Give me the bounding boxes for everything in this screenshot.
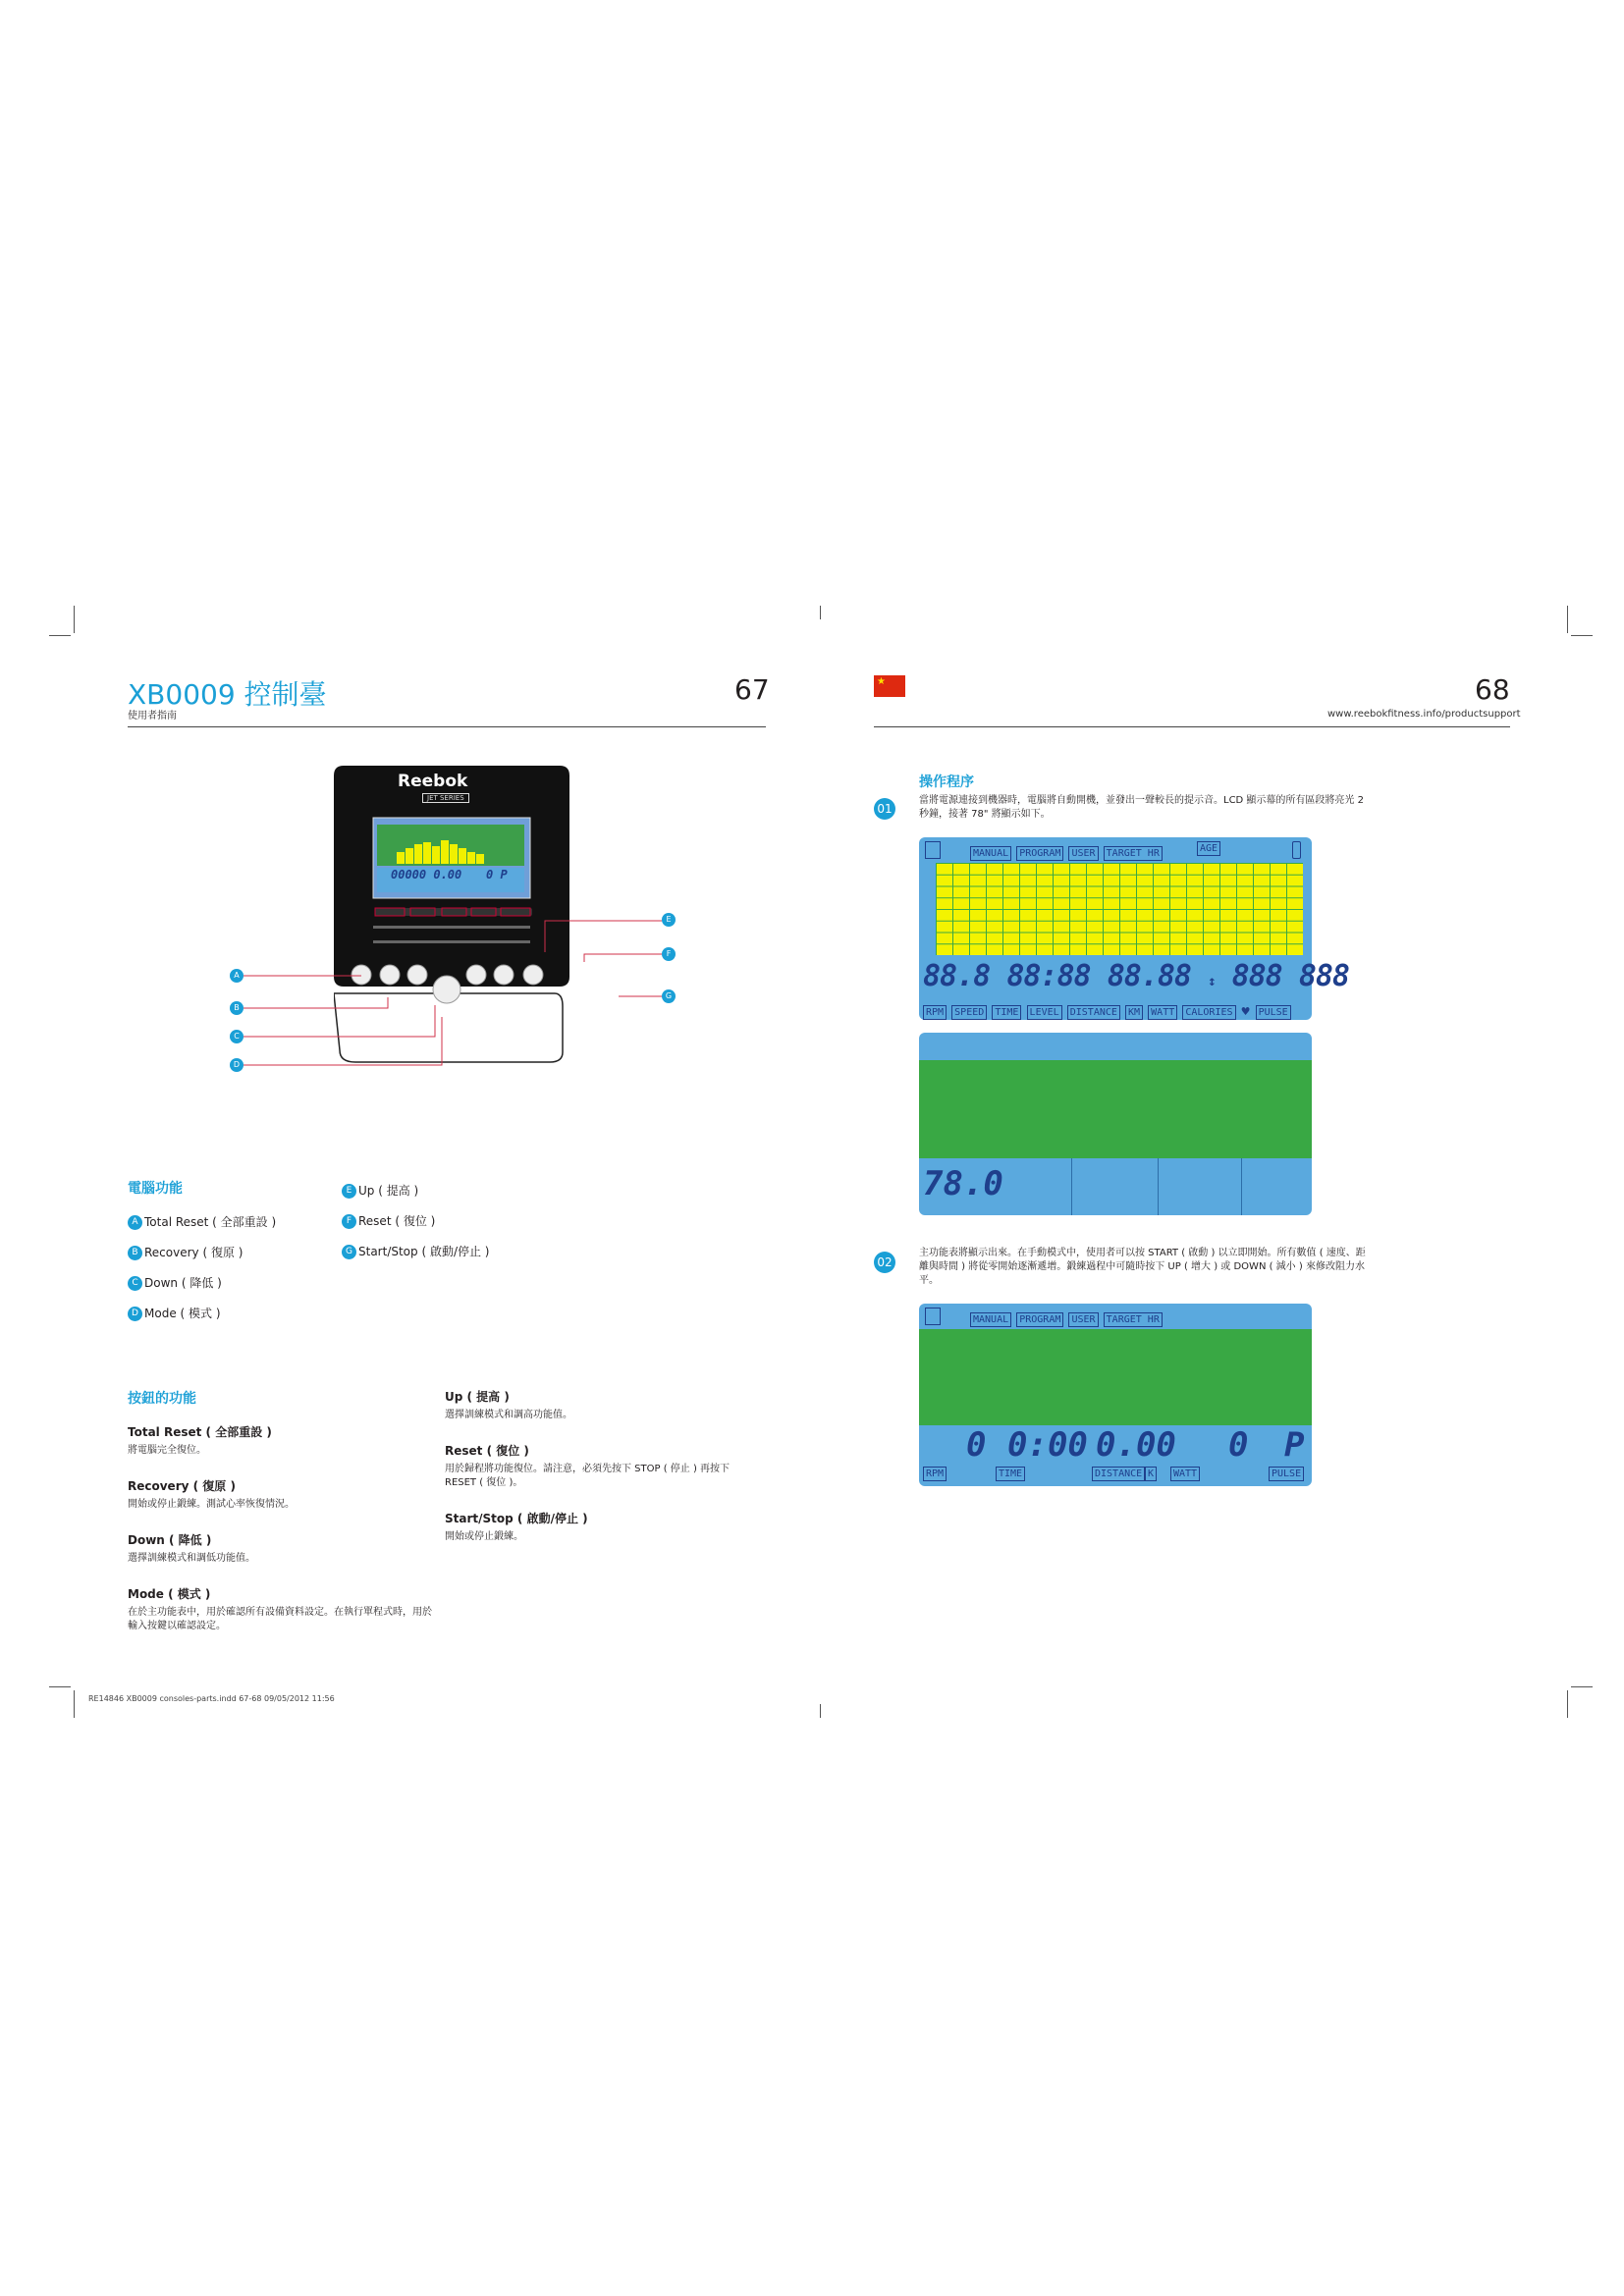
crop-mark	[1567, 1690, 1568, 1718]
edit-icon	[925, 1308, 941, 1325]
operation-heading: 操作程序	[919, 774, 974, 790]
button-desc-item: Down ( 降低 ) 選擇訓練模式和調低功能值。	[128, 1533, 255, 1564]
callout-a: A	[230, 969, 244, 983]
page-subtitle: 使用者指南	[128, 711, 177, 721]
lcd-all-segments	[919, 837, 1349, 1020]
lcd-greeting-value: 78.0	[923, 1164, 1003, 1203]
function-item: D Mode ( 模式 )	[128, 1299, 276, 1329]
callout-g: G	[662, 989, 676, 1003]
button-desc-item: Start/Stop ( 啟動/停止 ) 開始或停止鍛練。	[445, 1512, 588, 1542]
lcd-manual-mode: MANUAL PROGRAM USER TARGET HR 0 0:00 0.00 0 P RPM TIME DISTANCE K WATT PULSE	[919, 1304, 1312, 1486]
crop-mark	[1567, 606, 1568, 633]
function-item: B Recovery ( 復原 )	[128, 1238, 276, 1268]
button-functions-heading: 按鈕的功能	[128, 1391, 196, 1407]
crop-mark	[820, 1704, 821, 1718]
step-01-text: 當將電源連接到機器時，電腦將自動開機，並發出一聲較長的提示音。LCD 顯示幕的所有區段將亮光 2 秒鐘，接著 78" 將顯示如下。	[919, 795, 1364, 820]
functions-right-list	[342, 1176, 490, 1267]
crop-mark	[49, 1686, 71, 1687]
lcd-greeting-graph-area	[919, 1060, 1312, 1158]
print-footer: RE14846 XB0009 consoles-parts.indd 67-68 09/05/2012 11:56	[88, 1694, 335, 1703]
battery-icon	[1292, 841, 1301, 859]
china-flag-icon: ★	[874, 675, 905, 697]
heart-icon: ♥	[1240, 1005, 1251, 1018]
lcd-labels-row: RPM SPEED TIME LEVEL DISTANCE KM WATT CALORIES ♥ PULSE	[923, 1000, 1291, 1020]
console-lcd-digits: 00000 0.00	[391, 868, 462, 881]
lcd-manual-distance: 0.00	[1096, 1425, 1176, 1465]
step-02-text: 主功能表將顯示出來。在手動模式中，使用者可以按 START ( 啟動 ) 以立即開始。所有數值 ( 速度、距離與時間 ) 將從零開始逐漸遞增。鍛練過程中可隨時按下 UP ( 增大 ) 或 DOWN ( 減小 ) 來修改阻力水平。	[919, 1248, 1366, 1286]
callout-c: C	[230, 1030, 244, 1043]
callout-d: D	[230, 1058, 244, 1072]
lcd-greeting-bottom	[919, 1158, 1312, 1215]
crop-mark	[74, 1690, 75, 1718]
lcd-digits-row: 88.8 88:88 88.88 ↕ 888 888	[923, 959, 1349, 993]
header-rule-right	[874, 726, 1510, 727]
lcd-manual-time: 0:00	[1007, 1425, 1088, 1465]
edit-icon	[925, 841, 941, 859]
header-rule	[128, 726, 766, 727]
callout-f: F	[662, 947, 676, 961]
lcd-manual-rpm: 0	[966, 1425, 987, 1465]
console-lcd-right: 0 P	[486, 868, 508, 881]
computer-functions-heading: 電腦功能	[128, 1181, 183, 1197]
mode-tags: MANUAL PROGRAM USER TARGET HR	[970, 1308, 1163, 1327]
button-desc-item: Mode ( 模式 ) 在於主功能表中，用於確認所有設備資料設定。在執行單程式時，用於輸入按鍵以確認設定。	[128, 1587, 432, 1631]
age-tag: AGE	[1197, 841, 1220, 856]
mode-tags: MANUAL PROGRAM USER TARGET HR	[970, 841, 1163, 861]
page-number-left: 67	[734, 673, 770, 706]
lcd-manual-watt: 0	[1228, 1425, 1249, 1465]
callout-b: B	[230, 1001, 244, 1015]
function-item: E Up ( 提高 )	[342, 1176, 490, 1206]
lcd-greeting	[919, 1033, 1312, 1215]
functions-left-list	[128, 1207, 276, 1329]
button-desc-item: Recovery ( 復原 ) 開始或停止鍛練。測試心率恢復情況。	[128, 1479, 295, 1510]
callout-e: E	[662, 913, 676, 927]
button-desc-item: Total Reset ( 全部重設 ) 將電腦完全復位。	[128, 1425, 272, 1456]
page-title: XB0009 控制臺	[128, 678, 327, 711]
button-desc-item: Reset ( 復位 ) 用於歸程將功能復位。請注意，必須先按下 STOP ( 停止 ) 再按下 RESET ( 復位 )。	[445, 1444, 731, 1488]
crop-mark	[820, 606, 821, 619]
buttons-right-column	[445, 1388, 749, 1564]
console-brand: Reebok	[398, 772, 468, 791]
function-item: G Start/Stop ( 啟動/停止 )	[342, 1237, 490, 1267]
function-item: C Down ( 降低 )	[128, 1268, 276, 1299]
button-desc-item: Up ( 提高 ) 選擇訓練模式和調高功能值。	[445, 1390, 572, 1420]
lcd-manual-pulse: P	[1284, 1425, 1305, 1465]
console-series: JET SERIES	[422, 793, 469, 803]
callout-lines	[236, 903, 687, 1080]
function-item: F Reset ( 復位 )	[342, 1206, 490, 1237]
function-item: A Total Reset ( 全部重設 )	[128, 1207, 276, 1238]
crop-mark	[74, 606, 75, 633]
page-number-right: 68	[1475, 673, 1510, 706]
crop-mark	[49, 635, 71, 636]
step-01-badge: 01	[874, 798, 895, 820]
crop-mark	[1571, 635, 1593, 636]
profile-grid	[936, 863, 1303, 955]
lcd-manual-graph-area	[919, 1329, 1312, 1425]
buttons-left-column	[128, 1423, 432, 1653]
step-02-badge: 02	[874, 1252, 895, 1273]
support-url[interactable]: www.reebokfitness.info/productsupport	[1327, 709, 1521, 720]
crop-mark	[1571, 1686, 1593, 1687]
